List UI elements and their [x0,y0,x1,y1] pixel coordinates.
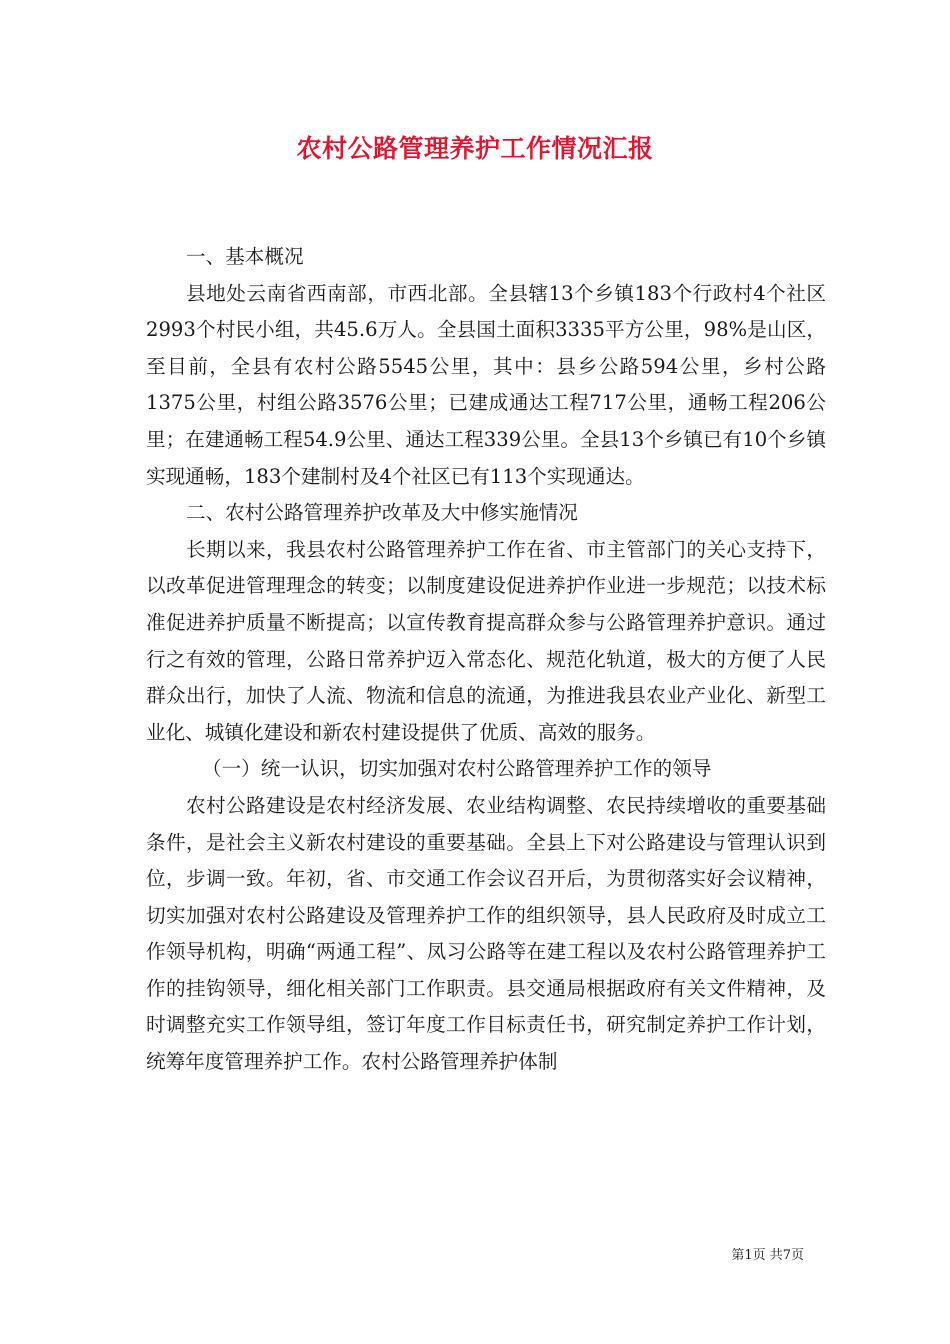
paragraph-county-overview: 县地处云南省西南部，市西北部。全县辖13个乡镇183个行政村4个社区2993个村民小组，共45.6万人。全县国土面积3335平方公里，98%是山区，至目前，全县有农村公路5545公里，其中：县乡公路594公里，乡村公路1375公里，村组公路3576公里；已建成通达工程717公里，通畅工程206公里；在建通畅工程54.9公里、通达工程339公里。全县13个乡镇已有10个乡镇实现通畅，183个建制村及4个社区已有113个实现通达。 [146,281,826,488]
document-body [146,239,826,1081]
subsection-heading-leadership: （一）统一认识，切实加强对农村公路管理养护工作的领导 [202,757,712,781]
page-number: 第1页 共7页 [731,1248,804,1263]
paragraph-reform-summary: 长期以来，我县农村公路管理养护工作在省、市主管部门的关心支持下，以改革促进管理理念的转变；以制度建设促进养护作业进一步规范；以技术标准促进养护质量不断提高；以宣传教育提高群众参与公路管理养护意识。通过行之有效的管理，公路日常养护迈入常态化、规范化轨道，极大的方便了人民群众出行，加快了人流、物流和信息的流通，为推进我县农业产业化、新型工业化、城镇化建设和新农村建设提供了优质、高效的服务。 [146,537,826,744]
section-heading-reform: 二、农村公路管理养护改革及大中修实施情况 [186,501,578,525]
section-heading-basic-overview: 一、基本概况 [186,245,304,268]
paragraph-leadership: 农村公路建设是农村经济发展、农业结构调整、农民持续增收的重要基础条件，是社会主义新农村建设的重要基础。全县上下对公路建设与管理认识到位，步调一致。年初，省、市交通工作会议召开后，为贯彻落实好会议精神，切实加强对农村公路建设及管理养护工作的组织领导，县人民政府及时成立工作领导机构，明确“两通工程”、凤习公路等在建工程以及农村公路管理养护工作的挂钩领导，细化相关部门工作职责。县交通局根据政府有关文件精神，及时调整充实工作领导组，签订年度工作目标责任书，研究制定养护工作计划，统筹年度管理养护工作。农村公路管理养护体制 [146,793,826,1074]
page-title: 农村公路管理养护工作情况汇报 [296,134,654,163]
